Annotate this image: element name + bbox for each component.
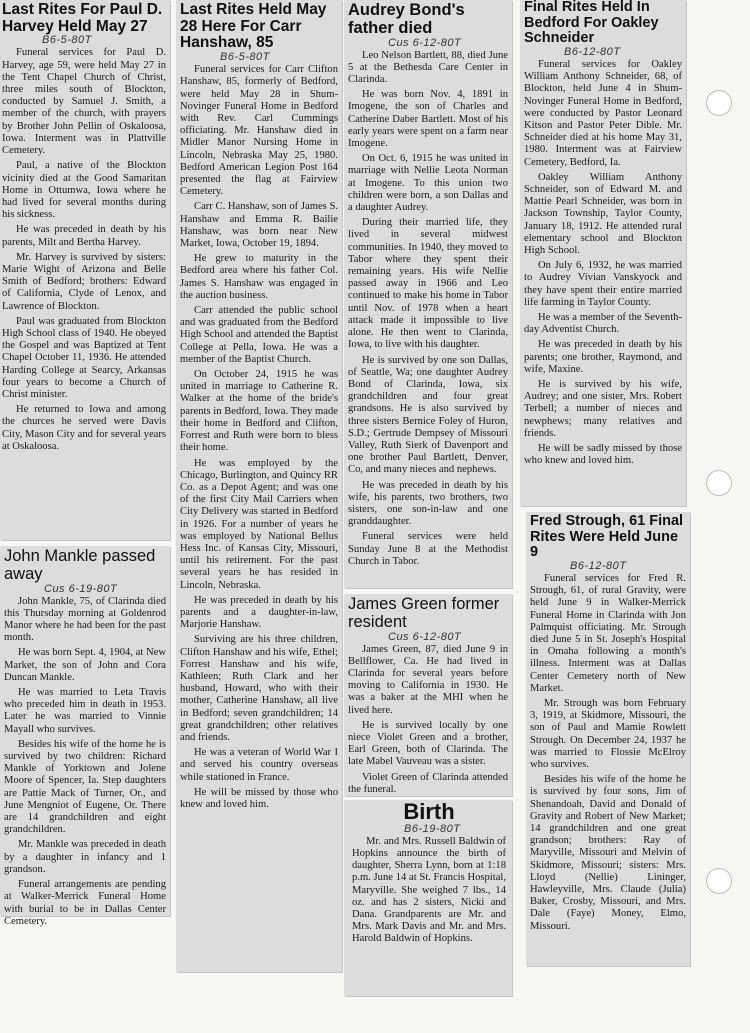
- paragraph: John Mankle, 75, of Clarinda died this Thursday morning at Goldenrod Manor where he had been for the past month.: [4, 595, 166, 644]
- article-james-green: [344, 594, 512, 796]
- handwritten-note: Cus 6-12-80T: [388, 36, 462, 49]
- article-body: [2, 47, 166, 453]
- paragraph: Paul, a native of the Blockton vicinity died at the Good Samaritan Home in Ottumwa, Iowa where he had lived for several months during his sickness.: [2, 160, 166, 221]
- handwritten-note: B6-12-80T: [570, 559, 627, 572]
- paragraph: Carr attended the public school and was graduated from the Bedford High School and attended the Baptist College at Pella, Iowa. He was a member of the Baptist Church.: [180, 305, 338, 365]
- article-john-mankle: [0, 546, 170, 927]
- article-audrey-bond-father: [344, 0, 512, 588]
- paragraph: James Green, 87, died June 9 in Bellflower, Ca. He had lived in Clarinda for several years before moving to California in 1930. He was a baker at the MHI when he lived here.: [348, 643, 508, 716]
- paragraph: He was preceded in death by his parents, Milt and Bertha Harvey.: [2, 224, 166, 248]
- paragraph: Surviving are his three children, Clifton Hanshaw and his wife, Ethel; Forrest Hanshaw and his wife, Kathleen; Ruth Clark and her husband, Howard, who with their mother, Catherine Hanshaw, all live in Bedford; seven grandchildren; 14 great grandchildren; other relatives and friends.: [180, 634, 338, 743]
- paragraph: He is survived by one son Dallas, of Seattle, Wa; one daughter Audrey Bond of Clarinda, Iowa, six grandchildren and four great grandsons. He is also survived by three sisters Bernice Foley of Huron, S.D.; Gertrude Dempsey of Missouri Valley, Ruth Sierk of Davenport and one brother Paul Bartlett, Denver, Co, and many nieces and nephews.: [348, 354, 508, 476]
- article-carr-hanshaw: [176, 0, 342, 972]
- handwritten-note: Cus 6-19-80T: [44, 582, 118, 595]
- paragraph: Besides his wife of the home he is survived by four sons, Jim of Shenandoah, David and Donald of Gravity and Robert of New Market; 14 grandchildren and one great grandson; brothers: Ray of Maryville, Missouri and Melvin of Skidmore, Missouri; sisters: Mrs. Lloyd (Nellie) Lininger, Hawleyville, Mrs. Claude (Julia) Baker, Crosby, Missouri, and Mrs. Dale (Faye) Money, Elmo, Missouri.: [530, 774, 686, 932]
- handwritten-note: B6-12-80T: [564, 45, 621, 58]
- paragraph: He grew to maturity in the Bedford area where his father Col. James S. Hanshaw was engaged in the auction business.: [180, 253, 338, 301]
- paragraph: He was married to Leta Travis who preceded him in death in 1953. Later he was married to Vinnie Mayall who survives.: [4, 687, 166, 735]
- paragraph: He will be missed by those who knew and loved him.: [180, 786, 338, 810]
- article-body: [348, 644, 508, 796]
- paragraph: Funeral services for Carr Clifton Hanshaw, 85, formerly of Bedford, were held May 28 in Shum-Novinger Funeral Home in Bedford with Rev. Carl Cummings officiating. Mr. Hanshaw died in Midler Manor Nursing Home in Lincoln, Nebraska May 25, 1980. Bedford American Legion Post 164 presented the flag at Fairview Cemetery.: [180, 64, 338, 198]
- paragraph: Funeral arrangements are pending at Walker-Merrick Funeral Home with burial to be in Dallas Center Cemetery.: [4, 879, 166, 927]
- article-body: [530, 573, 686, 933]
- paragraph: Mr. Strough was born February 3, 1919, at Skidmore, Missouri, the son of Paul and Mamie Rowlett Strough. On December 24, 1937 he was married to Flossie McElroy who survives.: [530, 698, 686, 771]
- paragraph: Oakley William Anthony Schneider, son of Edward M. and Mattie Pearl Schneider, was born in Jackson Township, Taylor County, January 18, 1912. He attended rural elementary school and Blockton High School.: [524, 171, 682, 257]
- paragraph: Funeral services were held Sunday June 8 at the Methodist Church in Tabor.: [348, 531, 508, 567]
- article-body: [352, 836, 506, 946]
- handwritten-note: B6-5-80T: [220, 51, 270, 64]
- paragraph: He will be sadly missed by those who knew and loved him.: [524, 443, 682, 467]
- article-body: [180, 64, 338, 811]
- headline: Last Rites Held May 28 Here For Carr Hanshaw, 85: [180, 1, 327, 52]
- handwritten-note: Cus 6-12-80T: [388, 630, 462, 643]
- article-fred-strough: [526, 512, 690, 966]
- binder-hole: [706, 868, 732, 894]
- paragraph: Mr. Harvey is survived by sisters: Marie Wight of Arizona and Belle Smith of Bedford; brothers: Edward of California, Clyde of Lenox, and Lawrence of Blockton.: [2, 251, 166, 312]
- paragraph: He was born Nov. 4, 1891 in Imogene, the son of Charles and Catherine Daber Bartlett. Most of his early years were spent on a farm near Imogene.: [348, 89, 508, 150]
- binder-hole: [706, 90, 732, 116]
- paragraph: Funeral services for Oakley William Anthony Schneider, 68, of Blockton, held June 4 in Shum-Novinger Funeral Home in Bedford, were conducted by Pastor Leonard Kitson and Pastor Peter Dible. Mr. Schneider died at his home May 31, 1980. Interment was at Fairview Cemetery, Bedford, Ia.: [524, 58, 682, 168]
- paragraph: He returned to Iowa and among the churces he served were Davis City, Mason City and for several years at Oskaloosa.: [2, 404, 166, 452]
- paragraph: Leo Nelson Bartlett, 88, died June 5 at the Bethesda Care Center in Clarinda.: [348, 49, 508, 86]
- article-body: [4, 596, 166, 928]
- headline: Birth: [403, 799, 455, 824]
- paragraph: Carr C. Hanshaw, son of James S. Hanshaw and Emma R. Bailie Hanshaw, was born near New Market, Iowa, October 19, 1894.: [180, 201, 338, 250]
- paragraph: He was preceded in death by his wife, his parents, two brothers, two sisters, one son-in-law and one granddaughter.: [348, 479, 508, 528]
- paragraph: Funeral services for Paul D. Harvey, age 59, were held May 27 in the Tent Chapel Church of Christ, three miles south of Blockton, conducted by Samuel J. Smith, a member of the church, with prayers by Brother John Pellin of Oskaloosa, Iowa. Interment was in Plattville Cemetery.: [2, 47, 166, 157]
- paragraph: Funeral services for Fred R. Strough, 61, of rural Gravity, were held June 9 in Walker-Merrick Funeral Home in Clarinda with Jon Palmquist officiating. Mr. Strough died June 5 in St. Joseph's Hospital in Omaha following a month's illness. Interment was at Dallas Center Cemetery north of New Market.: [530, 572, 686, 694]
- article-birth: [344, 800, 512, 996]
- paragraph: Paul was graduated from Blockton High School class of 1940. He obeyed the Gospel and was Baptized at Tent Chapel October 11, 1936. He attended Harding College at Searcy, Arkansas four years to become a Church of Christ minister.: [2, 315, 166, 400]
- paragraph: Mr. and Mrs. Russell Baldwin of Hopkins announce the birth of daughter, Sherra Lynn, born at 1:18 p.m. June 14 at St. Francis Hospital, Maryville. She weighed 7 lbs., 14 oz. and has 2 sisters, Nicki and Dana. Grandparents are Mr. and Mrs. Mark Davis and Mr. and Mrs. Harold Baldwin of Hopkins.: [352, 835, 506, 945]
- headline: Audrey Bond's father died: [348, 1, 465, 37]
- headline: Last Rites For Paul D. Harvey Held May 27: [2, 1, 163, 35]
- paragraph: He was a veteran of World War I and served his country overseas while stationed in France.: [180, 747, 338, 783]
- handwritten-note: B6-19-80T: [404, 822, 461, 835]
- article-body: [524, 59, 682, 468]
- paragraph: He is survived by his wife, Audrey; and one sister, Mrs. Robert Terbell; a number of nieces and newphews; many relatives and friends.: [524, 379, 682, 439]
- paragraph: Mr. Mankle was preceded in death by a daughter in infancy and 1 grandson.: [4, 839, 166, 875]
- paragraph: He was employed by the Chicago, Burlington, and Quincy RR Co. as a Depot Agent; and was one of the first City Mail Carriers when City Delivery was started in Bedford in 1926. For a number of years he was employed by National Bellus Hess Inc. of Kansas City, Missouri, until his retirement. For the past several years he has resided in Lincoln, Nebraska.: [180, 457, 338, 591]
- paragraph: He was preceded in death by his parents; one brother, Raymond, and wife, Maxine.: [524, 339, 682, 375]
- article-paul-harvey: [0, 0, 170, 540]
- paragraph: On Oct. 6, 1915 he was united in marriage with Nellie Leota Norman at Imogene. To this union two children were born, a son Dallas and a daughter Audrey.: [348, 153, 508, 214]
- article-body: [348, 50, 508, 568]
- binder-hole: [706, 470, 732, 496]
- headline: John Mankle passed away: [4, 547, 156, 583]
- article-oakley-schneider: [520, 0, 686, 506]
- paragraph: Violet Green of Clarinda attended the funeral.: [348, 771, 508, 795]
- headline: Final Rites Held In Bedford For Oakley Schneider: [524, 0, 659, 47]
- paragraph: He is survived locally by one niece Violet Green and a brother, Earl Green, both of Clarinda. The late Mabel Vauveau was a sister.: [348, 719, 508, 768]
- headline: Fred Strough, 61 Final Rites Were Held June 9: [530, 513, 684, 561]
- paragraph: Besides his wife of the home he is survived by two children: Richard Mankle of Yorktown and Jolene Moore of Spencer, Ia. Step daughters are Pattie Mack of Turner, Or., and June Mengniot of Eugene, Or. There are 14 grandchildren and eight grandchildren.: [4, 738, 166, 836]
- paragraph: He was preceded in death by his parents and a daughter-in-law, Marjorie Hanshaw.: [180, 594, 338, 631]
- headline: James Green former resident: [348, 595, 500, 631]
- paragraph: He was born Sept. 4, 1904, at New Market, the son of John and Cora Duncan Mankle.: [4, 647, 166, 683]
- paragraph: He was a member of the Seventh-day Adventist Church.: [524, 312, 682, 336]
- paragraph: On October 24, 1915 he was united in marriage to Catherine R. Walker at the home of the bride's parents in Bedford, Iowa. They made their home in Bedford and Clifton, Forrest and Ruth were born to bless their home.: [180, 369, 338, 454]
- handwritten-note: B6-5-80T: [42, 34, 92, 47]
- paragraph: During their married life, they lived in several midwest communities. In 1940, they moved to Tabor where they spent their remaining years. His wife Nellie passed away in 1966 and Leo continued to make his home in Tabor until Nov. of 1978 when a heart attack made it impossible to live alone. He then went to Clarinda, Iowa, to live with his daughter.: [348, 217, 508, 351]
- paragraph: On July 6, 1932, he was married to Audrey Vivian Vanskyock and they have spent their entire married life farming in Taylor County.: [524, 260, 682, 308]
